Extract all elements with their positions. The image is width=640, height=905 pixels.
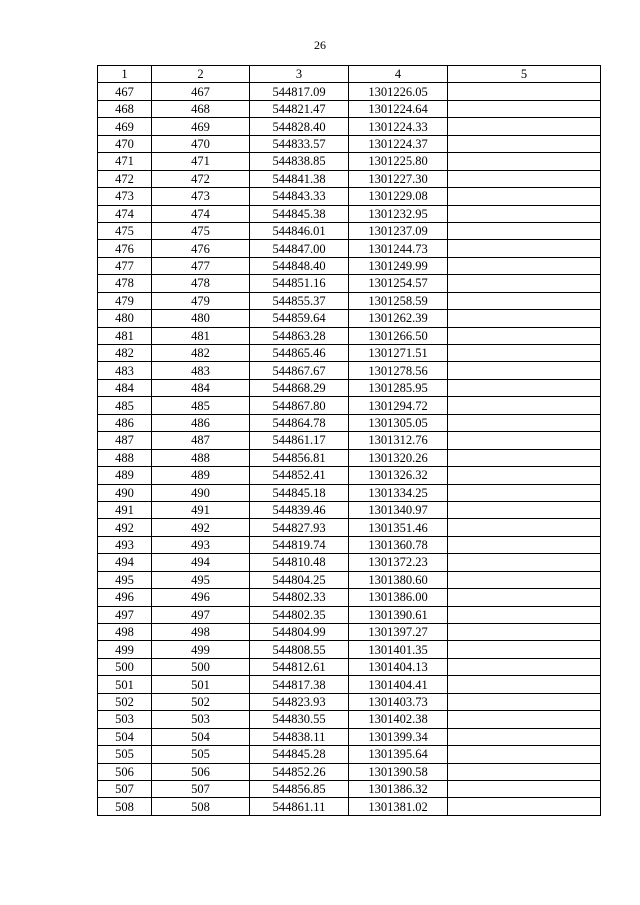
table-cell: 544810.48	[250, 554, 349, 571]
coordinates-table	[97, 65, 601, 816]
table-cell: 1301399.34	[349, 728, 448, 745]
table-cell: 544833.57	[250, 135, 349, 152]
table-cell	[448, 118, 601, 135]
table-row	[98, 746, 601, 763]
table-cell: 501	[98, 676, 152, 693]
table-cell	[448, 798, 601, 815]
table-cell: 469	[98, 118, 152, 135]
table-cell	[448, 746, 601, 763]
table-cell: 544847.00	[250, 240, 349, 257]
table-cell: 544845.18	[250, 484, 349, 501]
table-cell	[448, 240, 601, 257]
table-cell: 544852.26	[250, 763, 349, 780]
table-cell: 1301227.30	[349, 170, 448, 187]
table-row	[98, 379, 601, 396]
table-cell: 544843.33	[250, 188, 349, 205]
table-cell: 506	[98, 763, 152, 780]
table-row	[98, 728, 601, 745]
table-cell	[448, 188, 601, 205]
table-cell: 1301237.09	[349, 222, 448, 239]
table-cell: 483	[98, 362, 152, 379]
table-cell: 508	[152, 798, 250, 815]
table-cell	[448, 484, 601, 501]
table-cell	[448, 345, 601, 362]
table-cell: 502	[152, 693, 250, 710]
table-cell: 484	[152, 379, 250, 396]
column-header: 2	[152, 66, 250, 83]
table-cell: 544856.81	[250, 449, 349, 466]
table-cell: 544827.93	[250, 519, 349, 536]
table-cell: 1301271.51	[349, 345, 448, 362]
table-cell: 544838.11	[250, 728, 349, 745]
table-row	[98, 275, 601, 292]
table-cell: 544817.38	[250, 676, 349, 693]
table-cell: 1301403.73	[349, 693, 448, 710]
table-cell: 544848.40	[250, 257, 349, 274]
table-cell: 480	[98, 310, 152, 327]
table-cell: 544845.28	[250, 746, 349, 763]
table-row	[98, 589, 601, 606]
table-row	[98, 501, 601, 518]
table-cell: 1301395.64	[349, 746, 448, 763]
table-cell: 1301351.46	[349, 519, 448, 536]
table-row	[98, 327, 601, 344]
table-row	[98, 188, 601, 205]
table-cell	[448, 571, 601, 588]
table-cell: 544802.35	[250, 606, 349, 623]
table-row	[98, 711, 601, 728]
table-cell: 1301386.32	[349, 780, 448, 797]
table-cell: 471	[98, 153, 152, 170]
table-row	[98, 467, 601, 484]
table-cell	[448, 780, 601, 797]
table-cell: 486	[152, 414, 250, 431]
table-cell: 544864.78	[250, 414, 349, 431]
table-cell: 1301404.13	[349, 658, 448, 675]
table-cell: 495	[152, 571, 250, 588]
table-header-row	[98, 66, 601, 83]
table-cell: 487	[152, 432, 250, 449]
table-cell	[448, 362, 601, 379]
table-row	[98, 519, 601, 536]
table-cell: 499	[152, 641, 250, 658]
table-cell	[448, 501, 601, 518]
table-cell: 544802.33	[250, 589, 349, 606]
table-cell: 478	[152, 275, 250, 292]
table-cell: 481	[98, 327, 152, 344]
table-cell	[448, 728, 601, 745]
table-cell: 490	[98, 484, 152, 501]
table-cell: 544838.85	[250, 153, 349, 170]
table-cell: 489	[152, 467, 250, 484]
table-row	[98, 240, 601, 257]
table-cell: 1301285.95	[349, 379, 448, 396]
table-cell: 489	[98, 467, 152, 484]
table-cell	[448, 606, 601, 623]
table-cell: 544821.47	[250, 100, 349, 117]
table-cell: 544828.40	[250, 118, 349, 135]
table-cell: 494	[98, 554, 152, 571]
table-cell: 479	[152, 292, 250, 309]
table-row	[98, 658, 601, 675]
table-cell	[448, 536, 601, 553]
table-cell: 544846.01	[250, 222, 349, 239]
table-row	[98, 170, 601, 187]
table-cell: 493	[152, 536, 250, 553]
table-cell: 508	[98, 798, 152, 815]
table-cell: 544845.38	[250, 205, 349, 222]
table-cell: 468	[152, 100, 250, 117]
table-cell: 469	[152, 118, 250, 135]
table-cell: 491	[98, 501, 152, 518]
column-header: 4	[349, 66, 448, 83]
table-cell	[448, 292, 601, 309]
table-cell: 544851.16	[250, 275, 349, 292]
table-cell: 544865.46	[250, 345, 349, 362]
table-cell: 1301380.60	[349, 571, 448, 588]
table-cell: 497	[152, 606, 250, 623]
table-cell: 478	[98, 275, 152, 292]
table-cell: 474	[98, 205, 152, 222]
column-header: 1	[98, 66, 152, 83]
table-cell: 544812.61	[250, 658, 349, 675]
column-header: 5	[448, 66, 601, 83]
table-cell: 506	[152, 763, 250, 780]
table-row	[98, 83, 601, 100]
table-cell: 497	[98, 606, 152, 623]
table-cell: 1301224.37	[349, 135, 448, 152]
table-cell: 504	[152, 728, 250, 745]
table-cell: 1301229.08	[349, 188, 448, 205]
table-cell: 544867.80	[250, 397, 349, 414]
table-cell: 544856.85	[250, 780, 349, 797]
table-cell: 1301340.97	[349, 501, 448, 518]
table-cell	[448, 449, 601, 466]
table-cell: 467	[98, 83, 152, 100]
table-cell: 1301266.50	[349, 327, 448, 344]
table-cell: 505	[98, 746, 152, 763]
table-cell: 1301401.35	[349, 641, 448, 658]
table-cell	[448, 397, 601, 414]
table-cell: 488	[152, 449, 250, 466]
table-row	[98, 100, 601, 117]
table-cell: 504	[98, 728, 152, 745]
table-cell: 1301225.80	[349, 153, 448, 170]
table-row	[98, 432, 601, 449]
table-cell	[448, 100, 601, 117]
table-cell: 490	[152, 484, 250, 501]
table-row	[98, 536, 601, 553]
table-cell	[448, 170, 601, 187]
table-row	[98, 135, 601, 152]
table-cell	[448, 153, 601, 170]
table-cell: 498	[152, 624, 250, 641]
table-row	[98, 606, 601, 623]
table-cell: 544804.25	[250, 571, 349, 588]
table-cell: 485	[98, 397, 152, 414]
table-cell: 1301262.39	[349, 310, 448, 327]
table-cell: 499	[98, 641, 152, 658]
table-row	[98, 798, 601, 815]
table-cell: 477	[98, 257, 152, 274]
table-cell: 473	[98, 188, 152, 205]
table-cell: 507	[98, 780, 152, 797]
table-row	[98, 257, 601, 274]
table-cell: 1301390.61	[349, 606, 448, 623]
table-cell: 544830.55	[250, 711, 349, 728]
table-cell: 1301254.57	[349, 275, 448, 292]
table-cell: 544855.37	[250, 292, 349, 309]
table-cell: 544852.41	[250, 467, 349, 484]
table-cell: 501	[152, 676, 250, 693]
table-cell	[448, 327, 601, 344]
table-row	[98, 205, 601, 222]
table-cell: 475	[152, 222, 250, 239]
table-row	[98, 345, 601, 362]
table-cell	[448, 641, 601, 658]
table-cell	[448, 676, 601, 693]
table-cell: 1301312.76	[349, 432, 448, 449]
table-cell: 1301360.78	[349, 536, 448, 553]
table-cell: 470	[98, 135, 152, 152]
table-cell: 1301326.32	[349, 467, 448, 484]
table-cell: 481	[152, 327, 250, 344]
table-row	[98, 484, 601, 501]
table-body	[98, 83, 601, 815]
table-cell: 491	[152, 501, 250, 518]
table-row	[98, 222, 601, 239]
table-cell: 482	[152, 345, 250, 362]
table-cell: 468	[98, 100, 152, 117]
table-cell: 492	[152, 519, 250, 536]
table-cell: 496	[98, 589, 152, 606]
table-cell: 1301404.41	[349, 676, 448, 693]
table-cell: 544863.28	[250, 327, 349, 344]
table-row	[98, 693, 601, 710]
table-cell	[448, 205, 601, 222]
table-cell	[448, 310, 601, 327]
table-cell: 1301249.99	[349, 257, 448, 274]
table-cell: 507	[152, 780, 250, 797]
table-cell: 544867.67	[250, 362, 349, 379]
table-cell: 476	[98, 240, 152, 257]
table-cell	[448, 414, 601, 431]
table-cell: 1301226.05	[349, 83, 448, 100]
table-row	[98, 624, 601, 641]
table-cell	[448, 711, 601, 728]
table-row	[98, 780, 601, 797]
table-cell	[448, 693, 601, 710]
table-cell: 488	[98, 449, 152, 466]
table-cell: 467	[152, 83, 250, 100]
table-cell: 482	[98, 345, 152, 362]
table-row	[98, 676, 601, 693]
table-cell: 485	[152, 397, 250, 414]
table-cell	[448, 379, 601, 396]
table-cell: 496	[152, 589, 250, 606]
table-cell: 1301224.33	[349, 118, 448, 135]
table-cell: 1301258.59	[349, 292, 448, 309]
table-cell: 544861.17	[250, 432, 349, 449]
table-cell: 503	[152, 711, 250, 728]
page-number: 26	[314, 38, 326, 52]
table-cell: 544868.29	[250, 379, 349, 396]
table-cell: 544817.09	[250, 83, 349, 100]
table-cell: 484	[98, 379, 152, 396]
table-cell: 483	[152, 362, 250, 379]
table-cell: 498	[98, 624, 152, 641]
table-row	[98, 571, 601, 588]
table-cell: 505	[152, 746, 250, 763]
table-row	[98, 449, 601, 466]
table-cell: 544808.55	[250, 641, 349, 658]
table-cell: 474	[152, 205, 250, 222]
table-cell	[448, 467, 601, 484]
table-cell: 544841.38	[250, 170, 349, 187]
table-cell	[448, 519, 601, 536]
table-cell: 476	[152, 240, 250, 257]
table-row	[98, 118, 601, 135]
table-cell: 475	[98, 222, 152, 239]
table-row	[98, 641, 601, 658]
table-cell: 477	[152, 257, 250, 274]
table-cell: 472	[98, 170, 152, 187]
table-cell: 1301294.72	[349, 397, 448, 414]
table-cell: 1301305.05	[349, 414, 448, 431]
table-cell: 494	[152, 554, 250, 571]
table-cell: 500	[152, 658, 250, 675]
table-cell: 495	[98, 571, 152, 588]
table-cell	[448, 658, 601, 675]
table-cell: 1301232.95	[349, 205, 448, 222]
table-cell	[448, 83, 601, 100]
table-cell: 470	[152, 135, 250, 152]
table-cell: 487	[98, 432, 152, 449]
table-cell	[448, 135, 601, 152]
table-cell: 1301386.00	[349, 589, 448, 606]
table-cell: 1301381.02	[349, 798, 448, 815]
table-cell	[448, 222, 601, 239]
table-cell: 500	[98, 658, 152, 675]
table-cell: 492	[98, 519, 152, 536]
table-cell: 1301390.58	[349, 763, 448, 780]
table-row	[98, 414, 601, 431]
table-cell: 1301397.27	[349, 624, 448, 641]
table-cell: 1301320.26	[349, 449, 448, 466]
table-cell: 479	[98, 292, 152, 309]
table-row	[98, 310, 601, 327]
table-cell: 473	[152, 188, 250, 205]
column-header: 3	[250, 66, 349, 83]
table-row	[98, 397, 601, 414]
table-cell	[448, 257, 601, 274]
table-row	[98, 763, 601, 780]
table-cell: 544823.93	[250, 693, 349, 710]
table-cell	[448, 763, 601, 780]
table-cell: 544859.64	[250, 310, 349, 327]
table-cell: 1301402.38	[349, 711, 448, 728]
table-row	[98, 362, 601, 379]
table-cell: 1301372.23	[349, 554, 448, 571]
table-cell	[448, 624, 601, 641]
table-cell	[448, 275, 601, 292]
table-cell: 472	[152, 170, 250, 187]
table-cell: 1301224.64	[349, 100, 448, 117]
table-cell: 471	[152, 153, 250, 170]
table-cell: 1301278.56	[349, 362, 448, 379]
table-cell	[448, 589, 601, 606]
table-cell: 502	[98, 693, 152, 710]
table-row	[98, 292, 601, 309]
table-cell: 544861.11	[250, 798, 349, 815]
table-cell: 493	[98, 536, 152, 553]
table-cell: 1301334.25	[349, 484, 448, 501]
table-cell	[448, 554, 601, 571]
table-cell: 544804.99	[250, 624, 349, 641]
table-row	[98, 153, 601, 170]
table-cell	[448, 432, 601, 449]
table-cell: 1301244.73	[349, 240, 448, 257]
table-cell: 480	[152, 310, 250, 327]
table-cell: 544819.74	[250, 536, 349, 553]
table-cell: 486	[98, 414, 152, 431]
table-cell: 503	[98, 711, 152, 728]
table-row	[98, 554, 601, 571]
table-cell: 544839.46	[250, 501, 349, 518]
